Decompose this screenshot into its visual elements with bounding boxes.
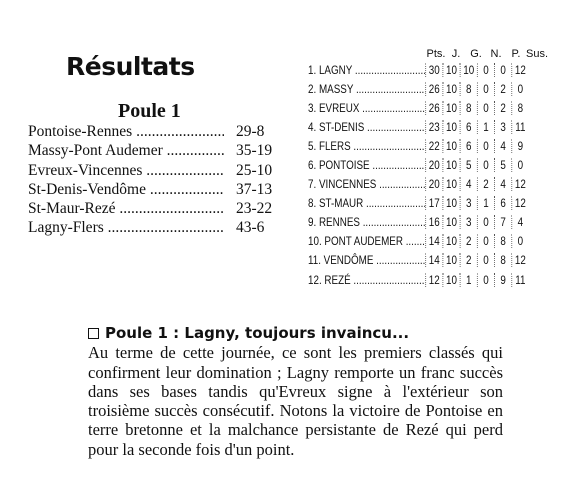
col-header: N. — [490, 48, 502, 60]
table-cell: 0 — [477, 101, 494, 115]
team-name: 1. LAGNY ..... — [308, 63, 425, 77]
table-cell: 0 — [511, 234, 528, 248]
table-body — [308, 60, 577, 289]
table-cell: 8 — [460, 101, 477, 115]
table-row — [308, 251, 529, 270]
table-cell: 10 — [442, 63, 459, 77]
match-score: 25-10 — [236, 161, 273, 179]
result-row — [28, 162, 286, 181]
table-cell: 4 — [511, 215, 528, 229]
team-name: 6. PONTOISE ..... — [308, 158, 425, 172]
table-row — [308, 60, 529, 79]
result-row — [28, 123, 286, 142]
table-cell: 6 — [460, 120, 477, 134]
table-row — [308, 155, 529, 174]
table-cell: 10 — [442, 82, 459, 96]
table-cell: 8 — [460, 82, 477, 96]
table-cell: 23 — [425, 120, 442, 134]
result-row — [28, 181, 286, 200]
table-cell: 2 — [494, 101, 511, 115]
table-cell: 10 — [442, 273, 459, 287]
match-name: St-Denis-Vendôme ..... — [28, 181, 224, 199]
table-cell: 10 — [442, 101, 459, 115]
match-name: Pontoise-Rennes ..... — [28, 123, 224, 141]
match-name: Lagny-Flers ..... — [28, 219, 224, 237]
team-name: 7. VINCENNES ..... — [308, 177, 425, 191]
table-row — [308, 194, 529, 213]
table-cell: 12 — [511, 196, 528, 210]
table-cell: 8 — [511, 101, 528, 115]
table-cell: 3 — [460, 196, 477, 210]
table-cell: 11 — [511, 120, 528, 134]
table-cell: 3 — [460, 215, 477, 229]
table-cell: 7 — [494, 215, 511, 229]
table-cell: 0 — [477, 158, 494, 172]
table-cell: 10 — [442, 158, 459, 172]
table-row — [308, 136, 529, 155]
table-cell: 0 — [477, 82, 494, 96]
standings-table — [308, 40, 577, 289]
table-cell: 1 — [477, 196, 494, 210]
table-row — [308, 232, 529, 251]
table-cell: 26 — [425, 82, 442, 96]
table-cell: 4 — [494, 177, 511, 191]
table-cell: 10 — [442, 120, 459, 134]
table-cell: 5 — [494, 158, 511, 172]
col-header: Sus. — [526, 48, 549, 60]
table-cell: 0 — [477, 63, 494, 77]
table-cell: 10 — [442, 177, 459, 191]
team-name: 11. VENDÔME ..... — [308, 253, 425, 267]
table-cell: 20 — [425, 158, 442, 172]
table-cell: 12 — [511, 253, 528, 267]
table-cell: 8 — [494, 253, 511, 267]
table-cell: 30 — [425, 63, 442, 77]
table-cell: 0 — [477, 273, 494, 287]
table-cell: 2 — [460, 253, 477, 267]
table-row — [308, 117, 529, 136]
table-cell: 22 — [425, 139, 442, 153]
square-bullet-icon — [88, 328, 99, 339]
table-cell: 10 — [442, 234, 459, 248]
page-title: Résultats — [66, 52, 195, 81]
table-cell: 10 — [442, 196, 459, 210]
table-cell: 5 — [460, 158, 477, 172]
table-cell: 8 — [494, 234, 511, 248]
table-cell: 9 — [511, 139, 528, 153]
team-name: 12. REZÉ ..... — [308, 273, 425, 287]
table-cell: 2 — [477, 177, 494, 191]
team-name: 9. RENNES ..... — [308, 215, 425, 229]
col-header: J. — [451, 48, 461, 60]
team-name: 10. PONT AUDEMER ..... — [308, 234, 425, 248]
table-cell: 6 — [460, 139, 477, 153]
table-cell: 4 — [460, 177, 477, 191]
col-header: G. — [470, 48, 482, 60]
table-cell: 16 — [425, 215, 442, 229]
table-row — [308, 175, 529, 194]
table-cell: 2 — [460, 234, 477, 248]
table-cell: 6 — [494, 196, 511, 210]
table-row — [308, 270, 529, 289]
table-cell: 0 — [511, 158, 528, 172]
table-cell: 0 — [477, 139, 494, 153]
table-cell: 0 — [477, 215, 494, 229]
match-name: St-Maur-Rezé ..... — [28, 200, 224, 218]
poule-heading: Poule 1 — [118, 100, 181, 122]
match-score: 37-13 — [236, 180, 273, 198]
match-score: 29-8 — [236, 123, 265, 140]
table-cell: 3 — [494, 120, 511, 134]
article-title: Poule 1 : Lagny, toujours invaincu... — [105, 324, 410, 342]
table-cell: 20 — [425, 177, 442, 191]
article-body: Au terme de cette journée, ce sont les premiers classés qui confirment leur domination ; Lagny remporte un franc succès dans ses bases tandis qu'Evreux signe à l'extérieur son troisième succès consécutif. Notons la victoire de Pontoise en terre bretonne et la malchance persistante de Rezé qui perd pour la seconde fois d'un point. — [88, 343, 503, 459]
col-header: P. — [511, 48, 521, 60]
result-row — [28, 200, 286, 219]
table-cell: 26 — [425, 101, 442, 115]
table-cell: 10 — [460, 63, 477, 77]
table-cell: 0 — [477, 253, 494, 267]
table-header — [308, 40, 577, 60]
article — [88, 324, 503, 459]
table-cell: 2 — [494, 82, 511, 96]
table-cell: 9 — [494, 273, 511, 287]
table-cell: 14 — [425, 234, 442, 248]
table-cell: 12 — [425, 273, 442, 287]
table-cell: 10 — [442, 253, 459, 267]
team-name: 8. ST-MAUR ..... — [308, 196, 425, 210]
match-score: 35-19 — [236, 142, 273, 160]
table-cell: 12 — [511, 177, 528, 191]
results-list — [28, 123, 286, 239]
match-name: Massy-Pont Audemer ..... — [28, 142, 224, 160]
table-cell: 0 — [494, 63, 511, 77]
team-name: 4. ST-DENIS ..... — [308, 120, 425, 134]
team-name: 3. EVREUX ..... — [308, 101, 425, 115]
table-row — [308, 98, 529, 117]
table-cell: 10 — [442, 215, 459, 229]
table-cell: 1 — [477, 120, 494, 134]
table-row — [308, 79, 529, 98]
table-cell: 0 — [477, 234, 494, 248]
match-score: 23-22 — [236, 200, 273, 218]
table-cell: 1 — [460, 273, 477, 287]
table-cell: 12 — [511, 63, 528, 77]
result-row — [28, 219, 286, 238]
result-row — [28, 142, 286, 161]
team-name: 5. FLERS ..... — [308, 139, 425, 153]
team-name: 2. MASSY ..... — [308, 82, 425, 96]
match-score: 43-6 — [236, 219, 265, 237]
table-cell: 4 — [494, 139, 511, 153]
table-cell: 10 — [442, 139, 459, 153]
table-row — [308, 213, 529, 232]
table-cell: 17 — [425, 196, 442, 210]
table-cell: 11 — [511, 273, 528, 287]
table-cell: 0 — [511, 82, 528, 96]
table-cell: 14 — [425, 253, 442, 267]
match-name: Evreux-Vincennes ..... — [28, 162, 224, 180]
col-header: Pts. — [426, 48, 446, 60]
